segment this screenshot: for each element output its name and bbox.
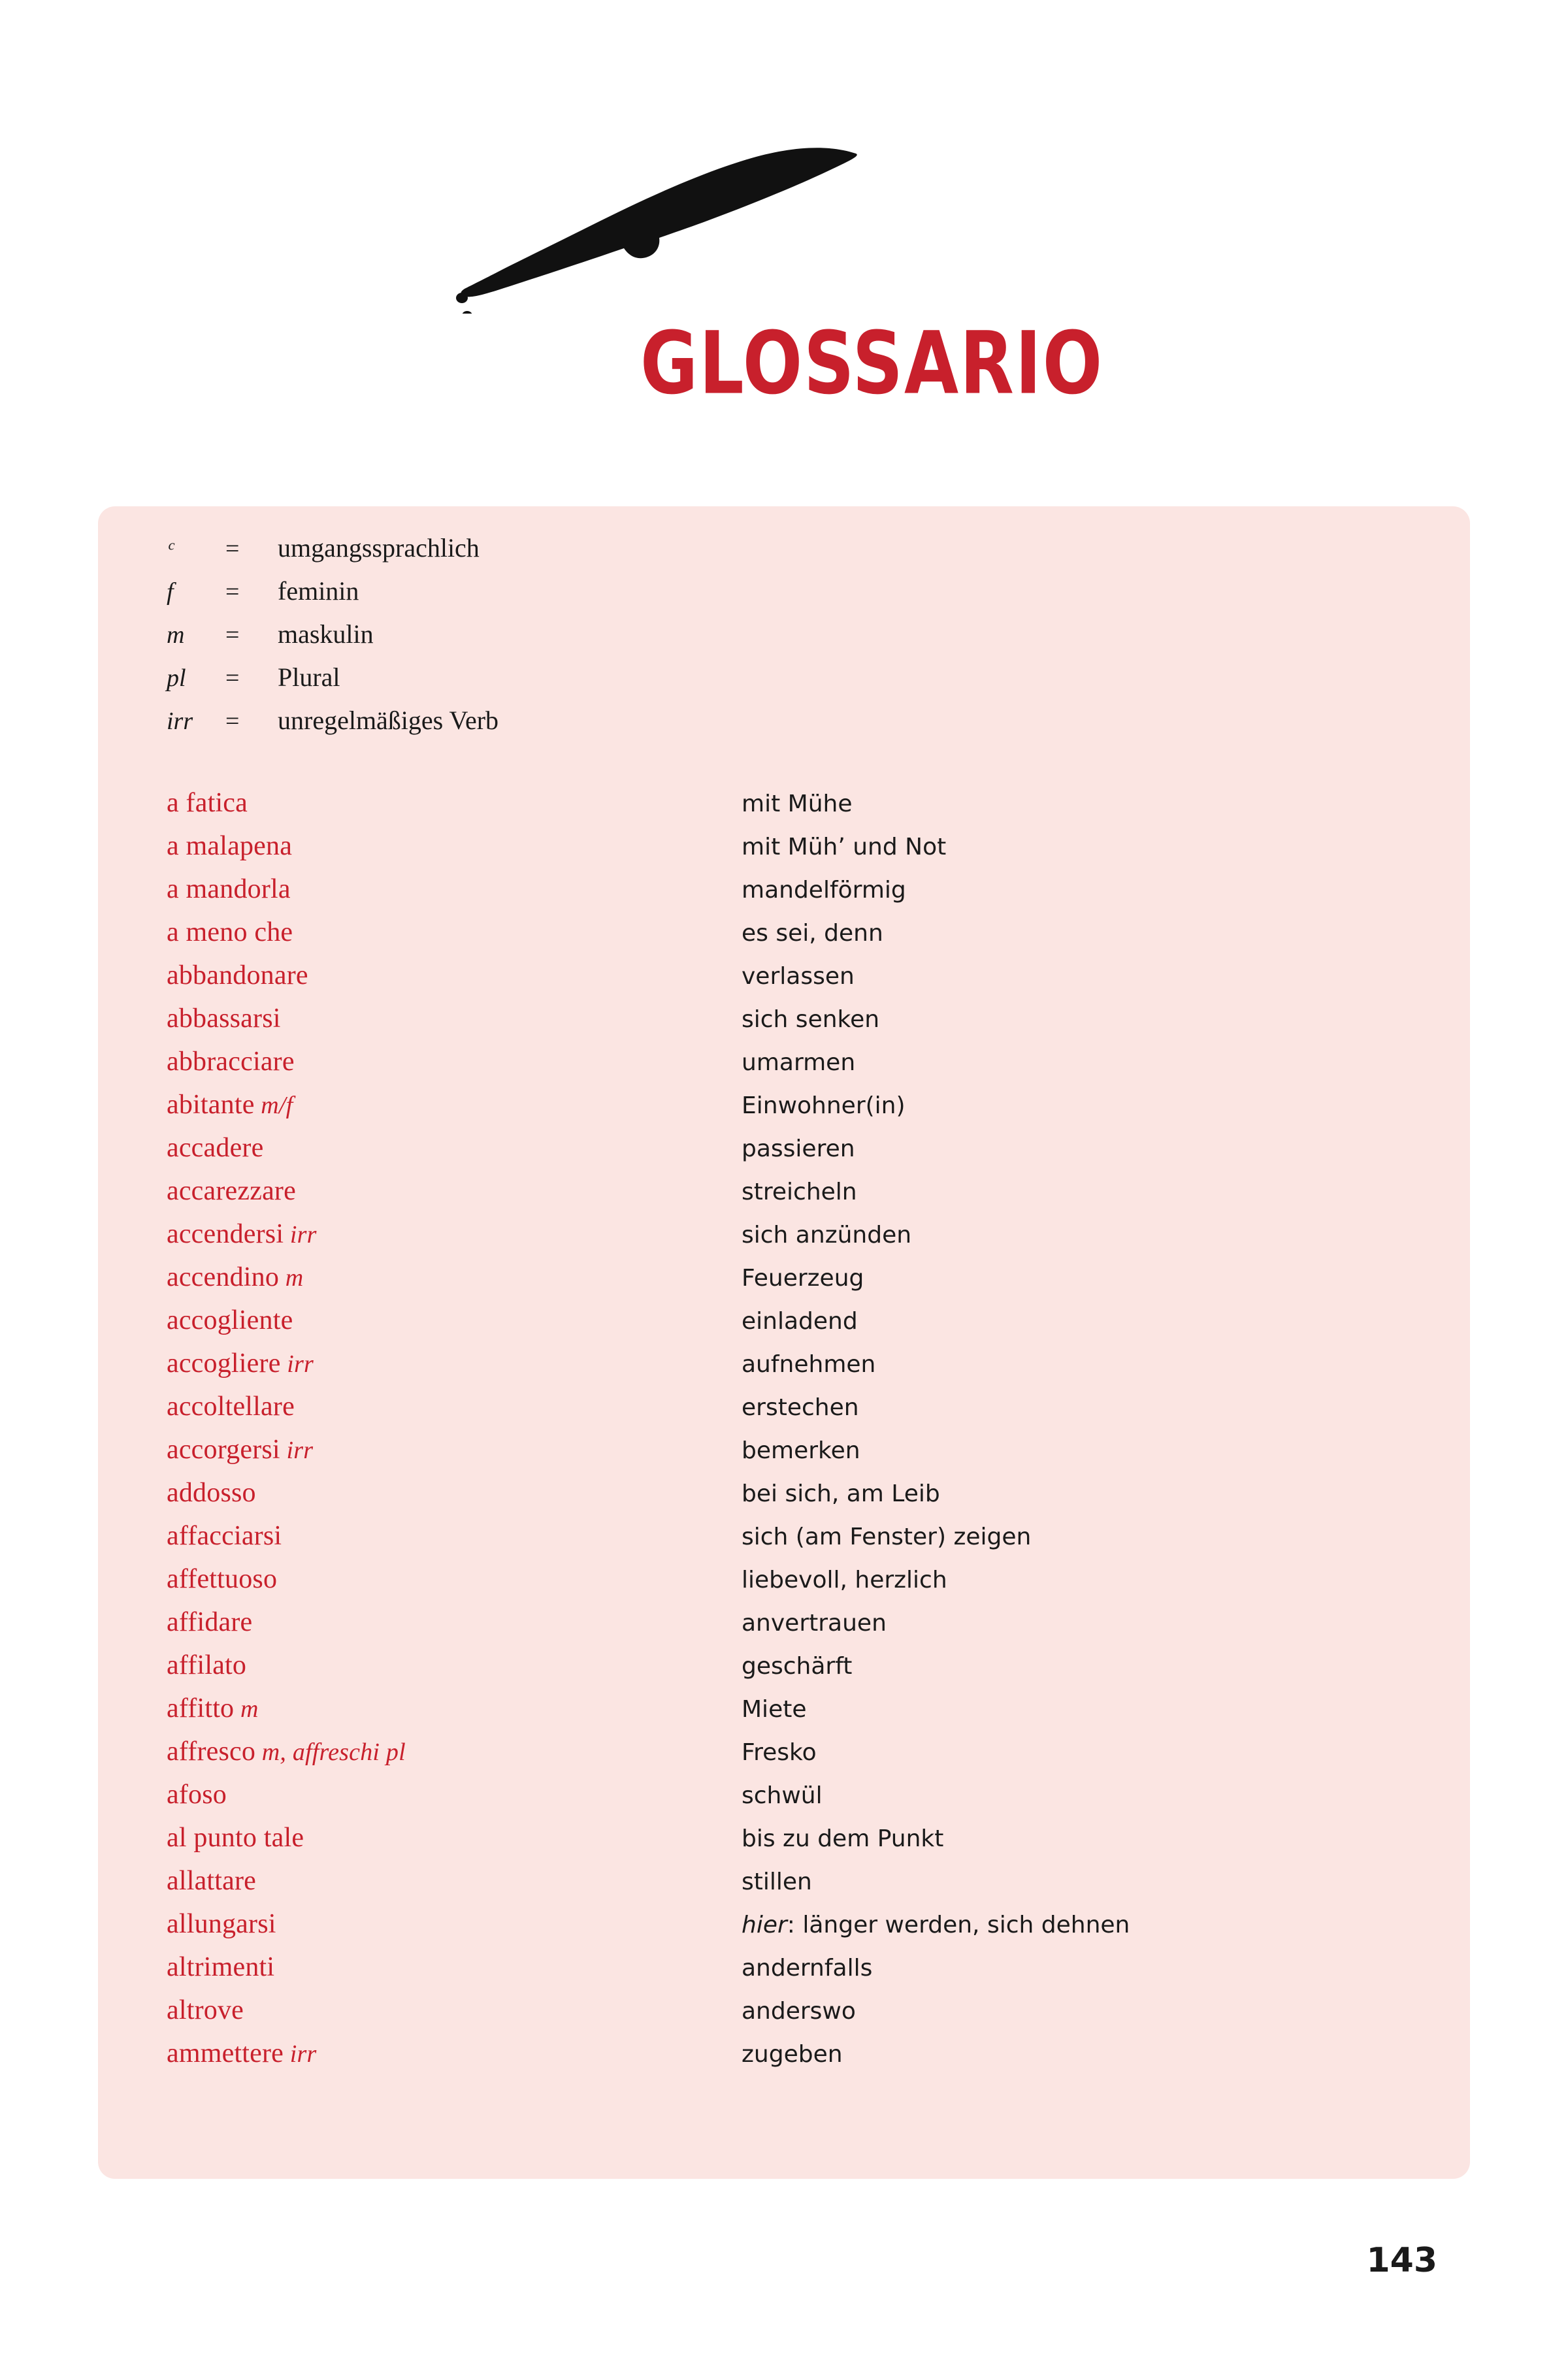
glossary-translation-text: Einwohner(in) (742, 1092, 906, 1119)
glossary-translation-text: anvertrauen (742, 1610, 887, 1637)
glossary-term-text: addosso (167, 1478, 256, 1508)
glossary-term (167, 1995, 742, 2026)
glossary-term-text: abbandonare (167, 960, 308, 990)
glossary-term (167, 1779, 742, 1810)
glossary-term (167, 1434, 742, 1465)
page-title: GLOSSARIO (640, 314, 1104, 414)
legend-abbr: m (167, 621, 185, 649)
glossary-translation (742, 1825, 943, 1852)
glossary-entry-list (167, 787, 1441, 2081)
legend-equals: = (225, 708, 240, 735)
glossary-term (167, 1262, 742, 1293)
glossary-translation (742, 1437, 860, 1464)
glossary-term (167, 1563, 742, 1595)
glossary-term (167, 2038, 742, 2069)
glossary-translation-text: streicheln (742, 1179, 857, 1205)
glossary-translation-text: es sei, denn (742, 920, 883, 947)
glossary-translation (742, 1351, 875, 1378)
glossary-translation-note: hier (742, 1912, 787, 1938)
glossary-translation-text: bemerken (742, 1437, 860, 1464)
glossary-term (167, 1477, 742, 1509)
glossary-entry (167, 917, 1441, 960)
glossary-translation (742, 1567, 947, 1593)
legend-abbr: irr (167, 708, 193, 735)
glossary-translation-text: sich (am Fenster) zeigen (742, 1524, 1032, 1550)
glossary-translation-text: zugeben (742, 2041, 843, 2068)
glossary-entry (167, 1003, 1441, 1046)
legend-definition: unregelmäßiges Verb (278, 706, 499, 735)
glossary-entry (167, 1262, 1441, 1305)
legend-abbr: f (167, 578, 174, 606)
glossary-translation (742, 1739, 817, 1766)
glossary-grammar-marker: irr (284, 2040, 317, 2068)
glossary-term-text: abbassarsi (167, 1004, 281, 1034)
glossary-term (167, 787, 742, 819)
glossary-translation-text: : länger werden, sich dehnen (787, 1912, 1130, 1938)
glossary-term (167, 1305, 742, 1336)
glossary-translation (742, 1653, 852, 1680)
glossary-entry (167, 873, 1441, 917)
glossary-translation (742, 791, 852, 817)
glossary-translation (742, 1696, 806, 1723)
glossary-term (167, 830, 742, 862)
glossary-term (167, 1693, 742, 1724)
legend-equals: = (225, 664, 240, 692)
knife-silhouette-icon (369, 131, 866, 314)
glossary-entry (167, 1693, 1441, 1736)
glossary-term-text: a meno che (167, 917, 293, 947)
glossary-term (167, 1218, 742, 1250)
glossary-term-text: afoso (167, 1780, 227, 1810)
glossary-term (167, 1520, 742, 1552)
glossary-term-text: ammettere (167, 2038, 284, 2068)
glossary-translation (742, 877, 906, 904)
legend-row (167, 532, 1081, 576)
glossary-translation-text: Fresko (742, 1739, 817, 1766)
glossary-term-text: accorgersi (167, 1435, 280, 1465)
glossary-term-text: accarezzare (167, 1176, 296, 1206)
glossary-translation (742, 1308, 858, 1335)
legend-equals: = (225, 578, 240, 606)
legend-row (167, 705, 1081, 748)
glossary-entry (167, 1736, 1441, 1779)
glossary-entry (167, 1477, 1441, 1520)
glossary-term (167, 960, 742, 991)
glossary-entry (167, 1865, 1441, 1908)
glossary-term-text: allattare (167, 1866, 257, 1896)
glossary-translation (742, 1394, 859, 1421)
glossary-term-text: affacciarsi (167, 1521, 282, 1551)
glossary-entry (167, 1305, 1441, 1348)
glossary-term (167, 1736, 742, 1767)
glossary-translation-text: umarmen (742, 1049, 856, 1076)
glossary-entry (167, 830, 1441, 873)
glossary-entry (167, 1520, 1441, 1563)
glossary-term-text: altrimenti (167, 1952, 275, 1982)
glossary-term-text: allungarsi (167, 1909, 276, 1939)
glossary-term-text: accogliente (167, 1305, 293, 1335)
glossary-entry (167, 1779, 1441, 1822)
glossary-term (167, 1348, 742, 1379)
glossary-term-text: affilato (167, 1650, 247, 1680)
glossary-translation (742, 1222, 911, 1249)
glossary-translation-text: mit Mühe (742, 791, 853, 817)
glossary-translation-text: bei sich, am Leib (742, 1480, 940, 1507)
glossary-translation (742, 1869, 812, 1895)
glossary-translation (742, 963, 855, 990)
glossary-term (167, 1003, 742, 1034)
glossary-entry (167, 1951, 1441, 1995)
legend-row (167, 662, 1081, 705)
glossary-entry (167, 1391, 1441, 1434)
legend-definition: feminin (278, 576, 359, 606)
page-number: 143 (1366, 2241, 1437, 2280)
glossary-term-text: a fatica (167, 788, 248, 818)
glossary-entry (167, 1650, 1441, 1693)
glossary-translation (742, 1135, 855, 1162)
glossary-translation (742, 1265, 864, 1292)
glossary-term (167, 1908, 742, 1940)
glossary-translation-text: erstechen (742, 1394, 859, 1421)
glossary-grammar-marker: m, affreschi pl (255, 1739, 406, 1766)
glossary-translation-text: passieren (742, 1135, 855, 1162)
glossary-translation-text: stillen (742, 1869, 812, 1895)
glossary-translation (742, 1912, 1130, 1938)
legend-abbr: ᶜ (167, 535, 173, 563)
glossary-translation (742, 1092, 906, 1119)
glossary-translation (742, 2041, 843, 2068)
glossary-translation (742, 1524, 1031, 1550)
glossary-entry (167, 1046, 1441, 1089)
glossary-translation (742, 1955, 872, 1982)
glossary-entry (167, 1607, 1441, 1650)
glossary-grammar-marker: m (279, 1264, 304, 1292)
glossary-translation-text: geschärft (742, 1653, 853, 1680)
glossary-translation (742, 920, 883, 947)
glossary-translation (742, 1179, 857, 1205)
glossary-entry (167, 1434, 1441, 1477)
glossary-translation-text: Miete (742, 1696, 807, 1723)
page-header (0, 0, 1568, 483)
glossary-entry (167, 2038, 1441, 2081)
glossary-term (167, 1046, 742, 1077)
glossary-translation (742, 1782, 823, 1809)
glossary-term-text: altrove (167, 1995, 244, 2025)
glossary-term-text: accendino (167, 1262, 280, 1292)
glossary-entry (167, 1995, 1441, 2038)
glossary-translation-text: verlassen (742, 963, 855, 990)
glossary-translation-text: sich senken (742, 1006, 880, 1033)
glossary-term-text: a mandorla (167, 874, 291, 904)
glossary-term (167, 1951, 742, 1983)
glossary-translation-text: einladend (742, 1308, 858, 1335)
glossary-translation (742, 834, 946, 860)
glossary-translation-text: andernfalls (742, 1955, 873, 1982)
glossary-translation (742, 1610, 887, 1637)
glossary-entry (167, 1175, 1441, 1218)
glossary-term (167, 1132, 742, 1164)
glossary-translation-text: liebevoll, herzlich (742, 1567, 947, 1593)
glossary-entry (167, 1132, 1441, 1175)
glossary-term (167, 917, 742, 948)
glossary-term-text: affidare (167, 1607, 253, 1637)
glossary-entry (167, 1822, 1441, 1865)
glossary-entry (167, 1218, 1441, 1262)
glossary-entry (167, 1563, 1441, 1607)
glossary-translation (742, 1480, 940, 1507)
glossary-term-text: accogliere (167, 1348, 281, 1379)
glossary-term-text: a malapena (167, 831, 293, 861)
glossary-term-text: abbracciare (167, 1047, 295, 1077)
legend-equals: = (225, 621, 240, 649)
glossary-term (167, 1650, 742, 1681)
glossary-translation (742, 1049, 855, 1076)
glossary-term (167, 1175, 742, 1207)
legend-definition: Plural (278, 662, 340, 692)
glossary-term-text: al punto tale (167, 1823, 304, 1853)
glossary-entry (167, 1089, 1441, 1132)
glossary-translation-text: schwül (742, 1782, 823, 1809)
glossary-term-text: abitante (167, 1090, 255, 1120)
glossary-term (167, 873, 742, 905)
legend-definition: maskulin (278, 619, 374, 649)
glossary-translation-text: anderswo (742, 1998, 856, 2025)
legend-definition: umgangssprachlich (278, 533, 480, 563)
glossary-translation-text: aufnehmen (742, 1351, 876, 1378)
glossary-translation-text: mandelförmig (742, 877, 906, 904)
glossary-term-text: accendersi (167, 1219, 284, 1249)
glossary-entry (167, 1348, 1441, 1391)
glossary-term-text: accadere (167, 1133, 264, 1163)
glossary-entry (167, 960, 1441, 1003)
glossary-term (167, 1822, 742, 1853)
glossary-translation-text: sich anzünden (742, 1222, 912, 1249)
glossary-term (167, 1089, 742, 1120)
glossary-grammar-marker: irr (280, 1350, 314, 1378)
glossary-term (167, 1391, 742, 1422)
glossary-term-text: affitto (167, 1693, 235, 1723)
legend-equals: = (225, 535, 240, 563)
glossary-term-text: affettuoso (167, 1564, 278, 1594)
legend-abbr: pl (167, 664, 186, 692)
legend-row (167, 619, 1081, 662)
glossary-entry (167, 1908, 1441, 1951)
glossary-translation-text: Feuerzeug (742, 1265, 864, 1292)
glossary-term (167, 1865, 742, 1897)
glossary-term-text: accoltellare (167, 1392, 295, 1422)
abbreviation-legend (167, 532, 1081, 748)
glossary-translation (742, 1998, 856, 2025)
legend-row (167, 576, 1081, 619)
glossary-grammar-marker: irr (284, 1221, 317, 1249)
glossary-entry (167, 787, 1441, 830)
glossary-translation-text: bis zu dem Punkt (742, 1825, 944, 1852)
glossary-term-text: affresco (167, 1737, 256, 1767)
glossary-translation (742, 1006, 879, 1033)
glossary-term (167, 1607, 742, 1638)
glossary-translation-text: mit Müh’ und Not (742, 834, 947, 860)
glossary-grammar-marker: m/f (254, 1092, 293, 1119)
glossary-grammar-marker: irr (280, 1437, 314, 1464)
glossary-grammar-marker: m (234, 1695, 259, 1723)
